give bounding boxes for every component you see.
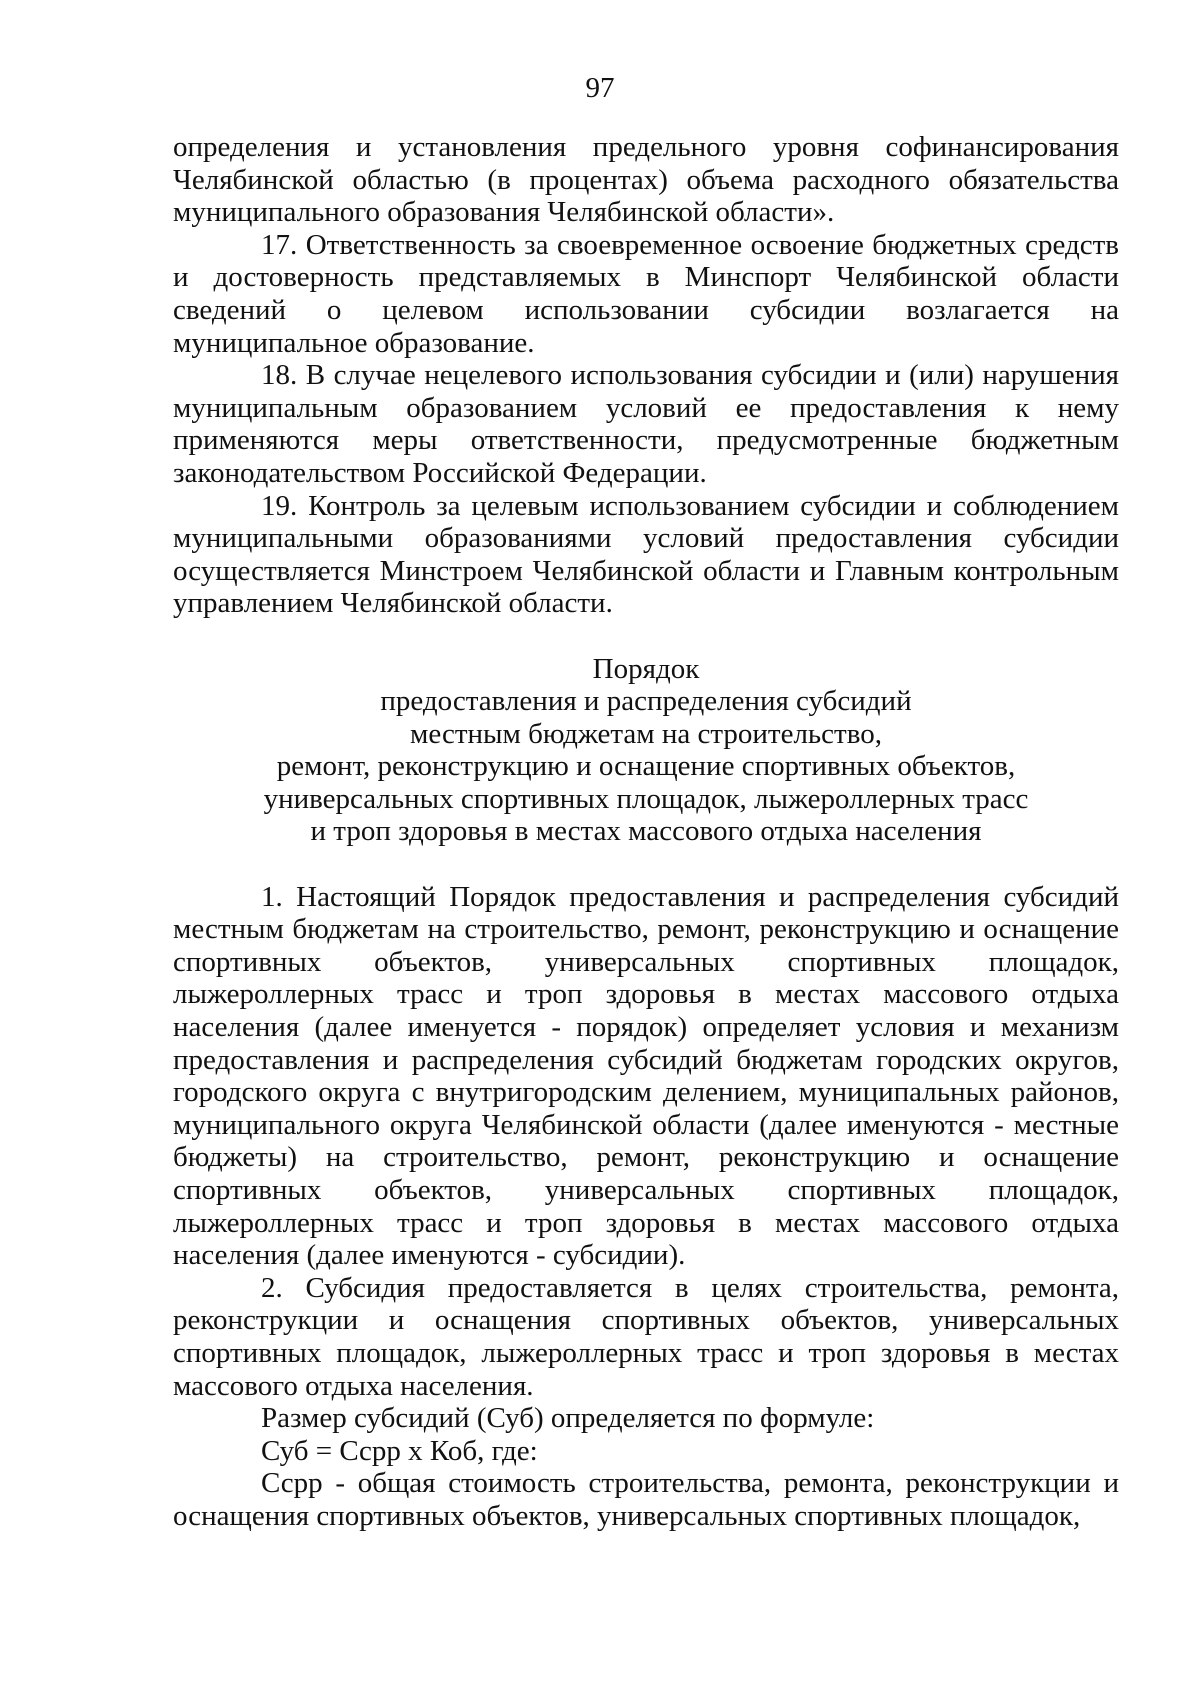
formula-line: Суб = Ссрр x Коб, где: (261, 1434, 538, 1467)
paragraph-ssrr-definition: Ссрр - общая стоимость строительства, ремонта, реконструкции и оснащения спортивных объектов, универсальных спортивных площадок, (173, 1467, 1119, 1532)
section-body (173, 881, 1119, 1533)
document-body (173, 131, 1119, 1533)
paragraph-continuation: определения и установления предельного уровня софинансирования Челябинской областью (в процентах) объема расходного обязательства муниципального образования Челябинской области». (173, 131, 1119, 229)
heading-line-4: ремонт, реконструкцию и оснащение спортивных объектов, (276, 750, 1016, 783)
paragraph-item-18: 18. В случае нецелевого использования субсидии и (или) нарушения муниципальным образованием условий ее предоставления к нему применяются меры ответственности, предусмотренные бюджетным законодательством Российской Федерации. (173, 359, 1119, 489)
heading-line-2: предоставления и распределения субсидий (380, 685, 912, 718)
heading-line-5: универсальных спортивных площадок, лыжероллерных трасс (263, 782, 1029, 815)
heading-line-3: местным бюджетам на строительство, (410, 717, 882, 750)
paragraph-item-19: 19. Контроль за целевым использованием субсидии и соблюдением муниципальными образованиями условий предоставления субсидии осуществляется Минстроем Челябинской области и Главным контрольным управлением Челябинской области. (173, 489, 1119, 620)
heading-line-1: Порядок (592, 652, 700, 685)
page-number: 97 (585, 72, 615, 104)
paragraph-item-2: 2. Субсидия предоставляется в целях строительства, ремонта, реконструкции и оснащения спортивных объектов, универсальных спортивных площадок, лыжероллерных трасс и троп здоровья в местах массового отдыха населения. (173, 1271, 1119, 1402)
paragraph-item-1: 1. Настоящий Порядок предоставления и распределения субсидий местным бюджетам на строительство, ремонт, реконструкцию и оснащение спортивных объектов, универсальных спортивных площадок, лыжероллерных трасс и троп здоровья в местах массового отдыха населения (далее именуется - порядок) определяет условия и механизм предоставления и распределения субсидий бюджетам городских округов, городского округа с внутригородским делением, муниципальных районов, муниципального округа Челябинской области (далее именуются - местные бюджеты) на строительство, ремонт, реконструкцию и оснащение спортивных объектов, универсальных спортивных площадок, лыжероллерных трасс и троп здоровья в местах массового отдыха населения (далее именуются - субсидии). (173, 880, 1119, 1272)
paragraph-formula-intro: Размер субсидий (Суб) определяется по формуле: (261, 1402, 875, 1435)
heading-line-6: и троп здоровья в местах массового отдыха населения (310, 815, 982, 848)
paragraph-item-17: 17. Ответственность за своевременное освоение бюджетных средств и достоверность представляемых в Минспорт Челябинской области сведений о целевом использовании субсидии возлагается на муниципальное образование. (173, 228, 1119, 359)
section-heading (173, 653, 1119, 849)
